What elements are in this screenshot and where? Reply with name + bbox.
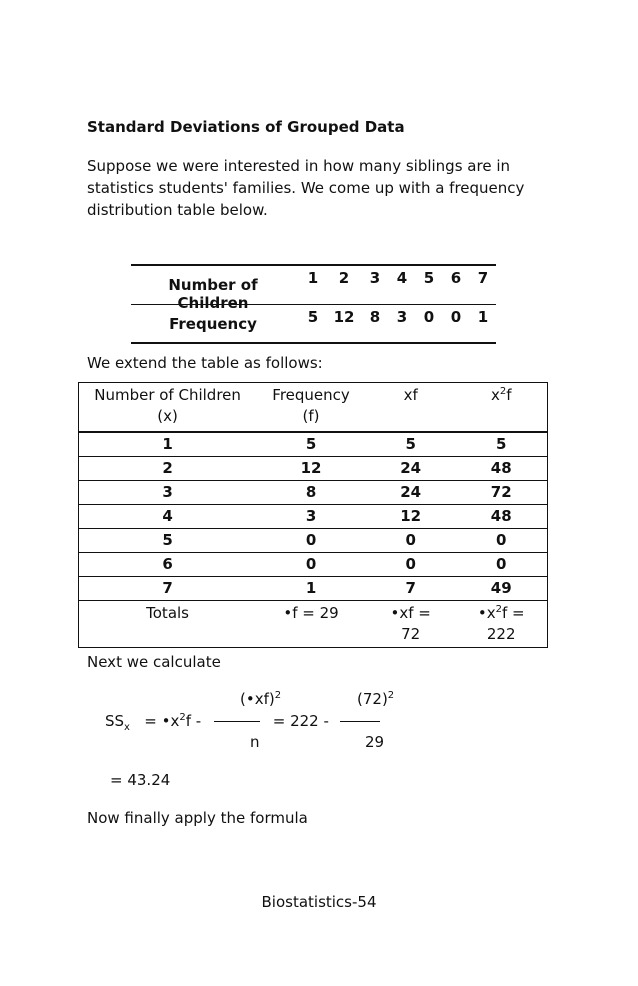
cell-x: 3 xyxy=(79,481,257,505)
fraction-bar xyxy=(214,721,260,722)
children-value: 1 xyxy=(307,269,319,287)
cell-x: 7 xyxy=(79,577,257,601)
cell-xf: 24 xyxy=(366,481,456,505)
table-row xyxy=(79,577,548,601)
totals-row xyxy=(79,601,548,648)
cell-xf: 7 xyxy=(366,577,456,601)
frequency-value: 1 xyxy=(477,308,489,326)
frequency-value: 0 xyxy=(450,308,462,326)
children-value: 6 xyxy=(450,269,462,287)
table-row xyxy=(79,481,548,505)
cell-x: 5 xyxy=(79,529,257,553)
numerator-2: $(72)^2$ xyxy=(357,690,395,708)
row-label-children: Number of Children xyxy=(168,276,258,312)
cell-x: 6 xyxy=(79,553,257,577)
table-row xyxy=(79,457,548,481)
total-x2f: $•x^2f$ = 222 xyxy=(455,601,547,648)
denominator-2: 29 xyxy=(365,733,385,751)
cell-x2f: 5 xyxy=(455,432,547,457)
intro-line: Suppose we were interested in how many siblings are in xyxy=(87,157,510,175)
cell-x2f: 49 xyxy=(455,577,547,601)
children-value: 3 xyxy=(369,269,381,287)
section-heading: Standard Deviations of Grouped Data xyxy=(87,118,405,136)
table-row xyxy=(79,529,548,553)
row-label-frequency: Frequency xyxy=(169,315,257,333)
frequency-value: 5 xyxy=(307,308,319,326)
cell-xf: 0 xyxy=(366,529,456,553)
cell-x: 1 xyxy=(79,432,257,457)
extended-table xyxy=(78,382,548,648)
table-rule-top xyxy=(131,264,496,266)
frequency-value: 0 xyxy=(423,308,435,326)
children-value: 5 xyxy=(423,269,435,287)
cell-xf: 24 xyxy=(366,457,456,481)
fraction-bar xyxy=(340,721,380,722)
table-header-row xyxy=(79,383,548,433)
extend-text: We extend the table as follows: xyxy=(87,354,323,372)
formula-term: f - xyxy=(185,712,202,730)
cell-xf: 12 xyxy=(366,505,456,529)
frequency-value: 8 xyxy=(369,308,381,326)
header-frequency: Frequency (f) xyxy=(272,386,350,425)
cell-xf: 5 xyxy=(366,432,456,457)
children-value: 7 xyxy=(477,269,489,287)
next-text: Next we calculate xyxy=(87,653,221,671)
frequency-value: 3 xyxy=(396,308,408,326)
intro-paragraph xyxy=(87,155,557,221)
page-footer: Biostatistics-54 xyxy=(261,893,377,911)
denominator-1: n xyxy=(250,733,260,751)
cell-x2f: 48 xyxy=(455,505,547,529)
cell-x2f: 0 xyxy=(455,553,547,577)
total-f: •f = 29 xyxy=(256,601,366,648)
header-xf: xf xyxy=(403,386,418,404)
cell-x2f: 0 xyxy=(455,529,547,553)
children-value: 2 xyxy=(338,269,350,287)
header-x2f: $x^2f$ xyxy=(490,386,512,404)
cell-x: 4 xyxy=(79,505,257,529)
table-row xyxy=(79,505,548,529)
apply-text: Now finally apply the formula xyxy=(87,809,308,827)
table-rule-bottom xyxy=(131,342,496,344)
children-value: 4 xyxy=(396,269,408,287)
cell-f: 1 xyxy=(256,577,366,601)
table-row xyxy=(79,432,548,457)
ss-subscript: x xyxy=(124,722,130,733)
header-children: Number of Children (x) xyxy=(94,386,241,425)
formula-result: = 43.24 xyxy=(110,771,171,789)
total-xf: •xf = 72 xyxy=(366,601,456,648)
intro-line: distribution table below. xyxy=(87,201,268,219)
intro-line: statistics students' families. We come up with a frequency xyxy=(87,179,525,197)
formula-main-line: $SS_x$ = $•x^2f$ - = 222 - xyxy=(105,712,380,730)
cell-f: 12 xyxy=(256,457,366,481)
cell-f: 3 xyxy=(256,505,366,529)
cell-f: 5 xyxy=(256,432,366,457)
numerator-1: (•xf)$^2$ xyxy=(240,690,282,708)
cell-f: 8 xyxy=(256,481,366,505)
ss-symbol: SS xyxy=(105,712,125,730)
frequency-value: 12 xyxy=(333,308,355,326)
cell-f: 0 xyxy=(256,529,366,553)
table-row xyxy=(79,553,548,577)
cell-f: 0 xyxy=(256,553,366,577)
totals-label: Totals xyxy=(79,601,257,648)
cell-x2f: 48 xyxy=(455,457,547,481)
cell-x2f: 72 xyxy=(455,481,547,505)
cell-x: 2 xyxy=(79,457,257,481)
formula-term: = •x xyxy=(144,712,180,730)
cell-xf: 0 xyxy=(366,553,456,577)
formula-term: = 222 - xyxy=(272,712,329,730)
